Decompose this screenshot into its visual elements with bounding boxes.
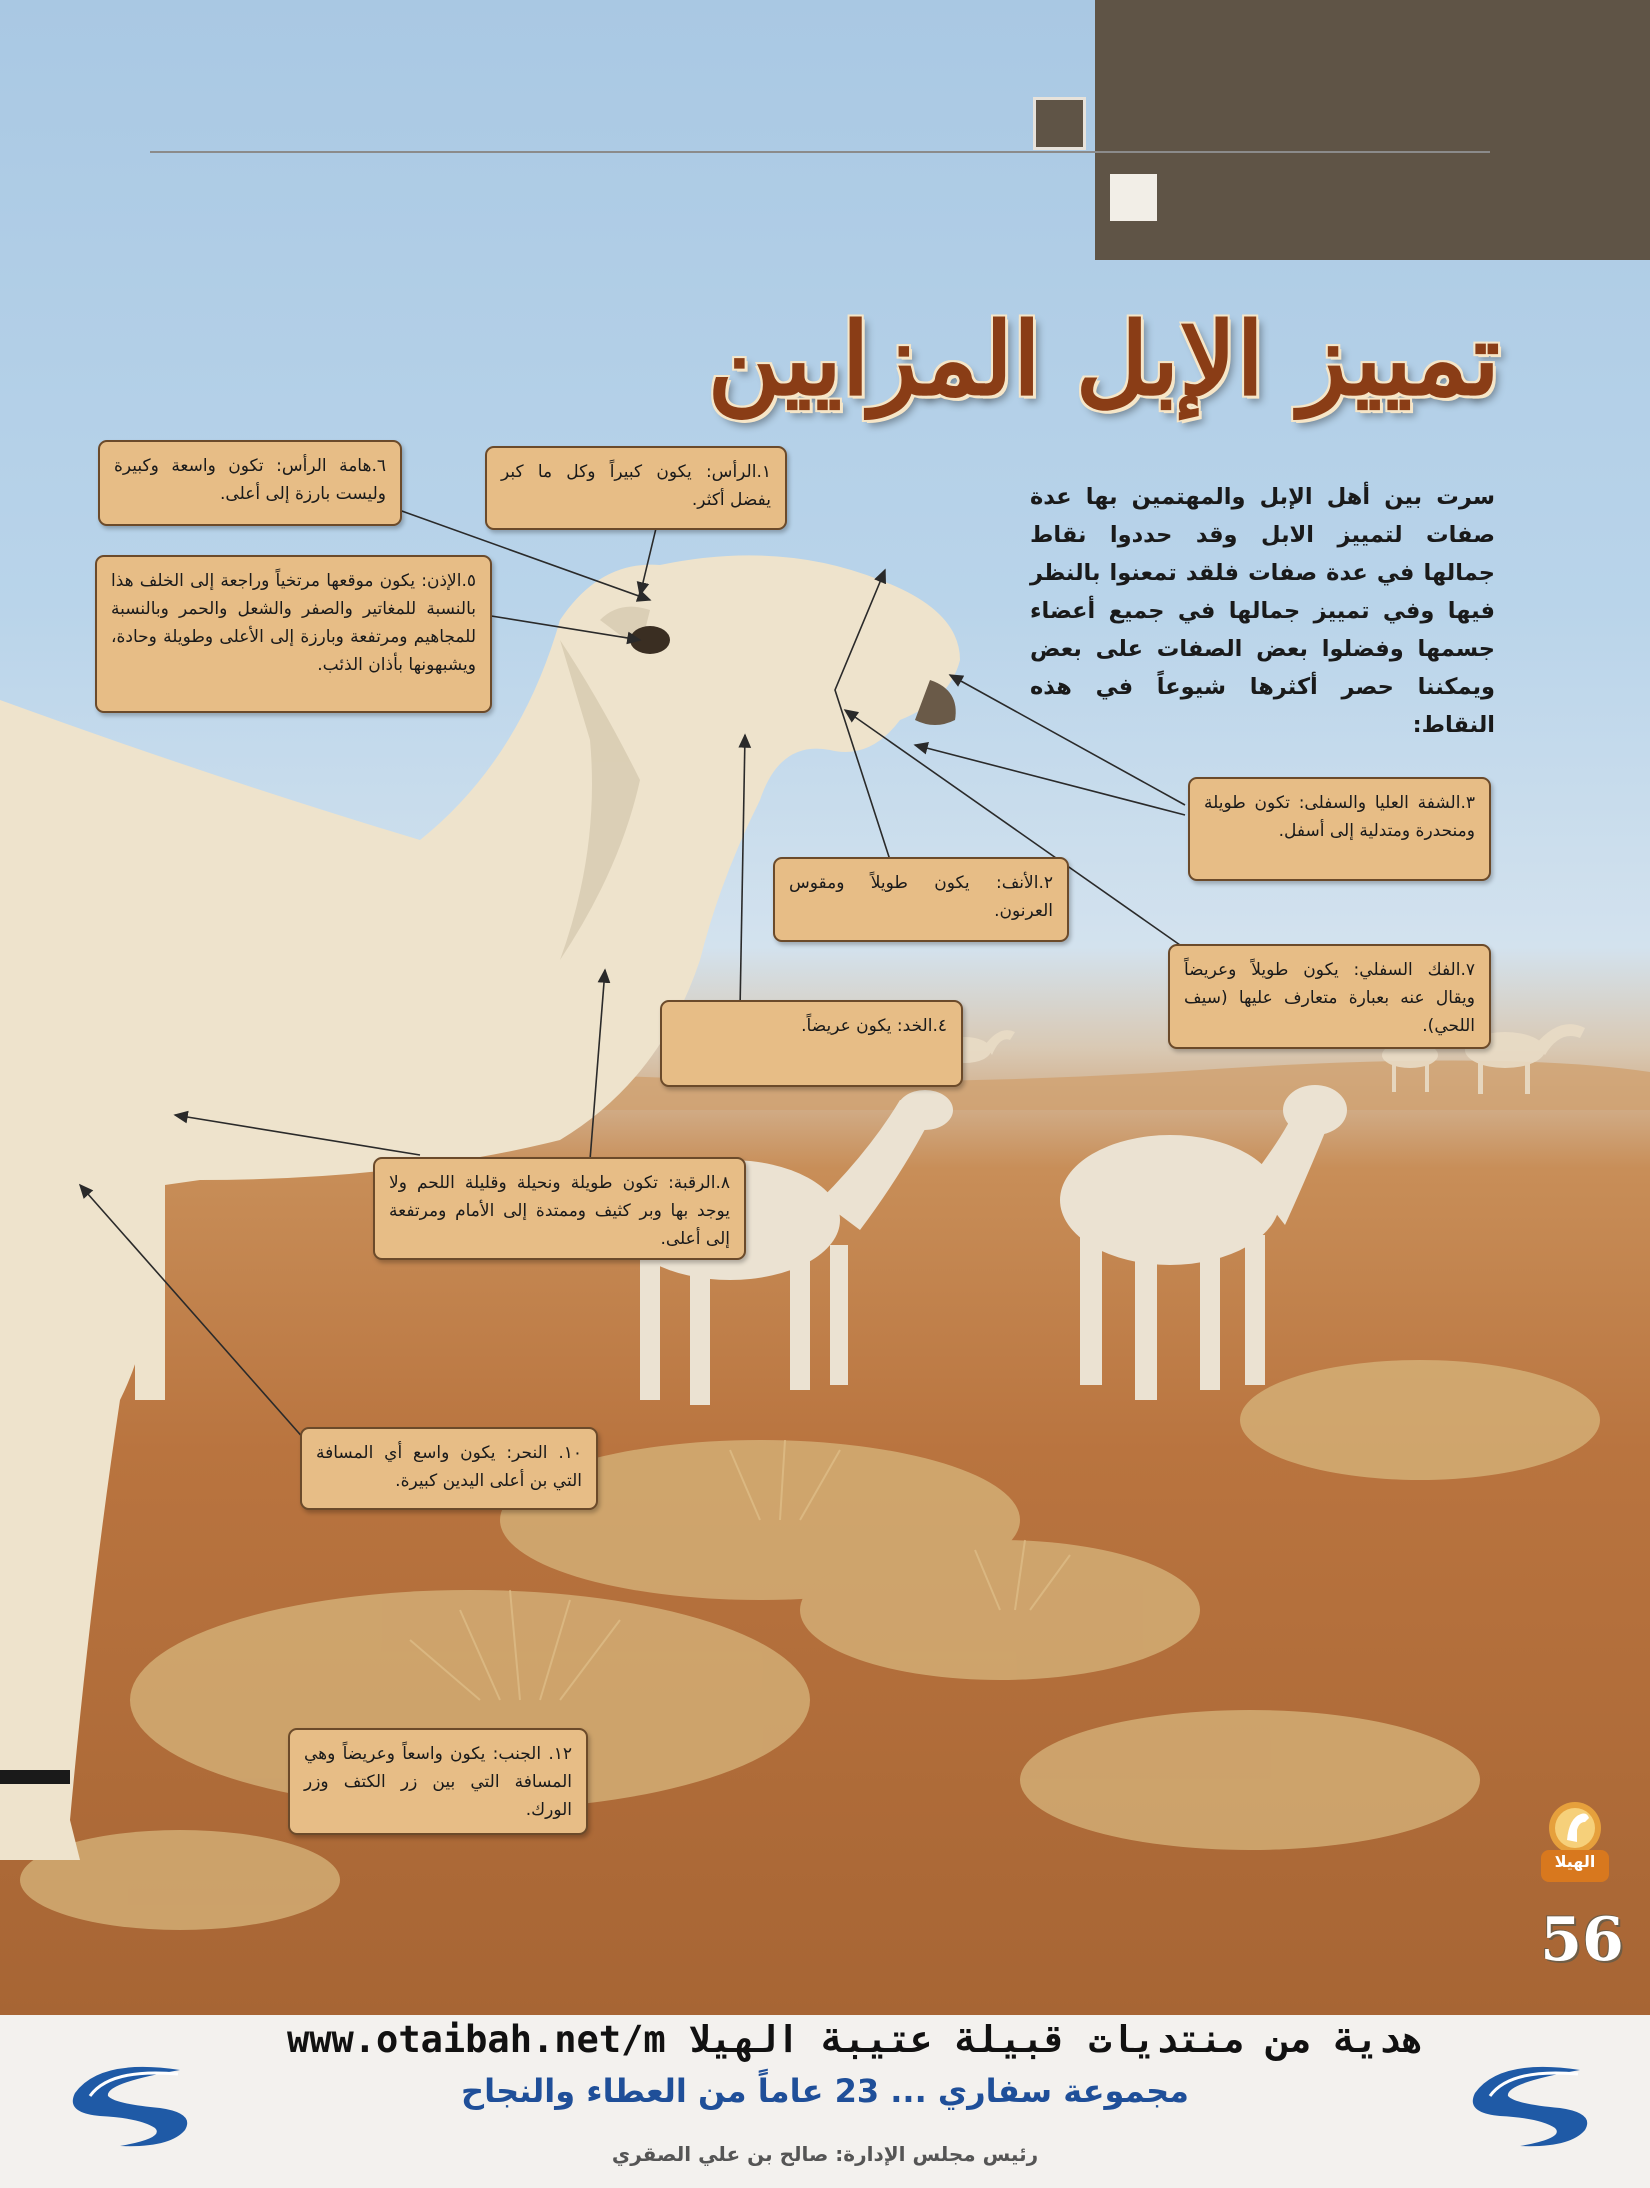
pointer-cheek [740, 735, 745, 1010]
callout-lower-jaw: ٧.الفك السفلي: يكون طويلاً وعريضاً ويقال عنه بعبارة متعارف عليها (سيف اللحي). [1168, 944, 1491, 1049]
callout-cheek: ٤.الخد: يكون عريضاً. [660, 1000, 963, 1087]
pointer-nose [835, 570, 890, 860]
footer-slogan: مجموعة سفاري ... 23 عاماً من العطاء والنجاح [461, 2072, 1189, 2110]
callout-head: ١.الرأس: يكون كبيراً وكل ما كبر يفضل أكثر. [485, 446, 787, 530]
callout-chest: ١٠. النحر: يكون واسع أي المسافة التي بن أعلى اليدين كبيرة. [300, 1427, 598, 1510]
pointer-ear [485, 615, 640, 640]
pointer-neck-base [175, 1115, 420, 1155]
camel-head-icon [1535, 1800, 1615, 1888]
page-number: 56 [1540, 1905, 1624, 1975]
pointer-neck [590, 970, 605, 1160]
callout-neck: ٨.الرقبة: تكون طويلة ونحيلة وقليلة اللحم ولا يوجد بها وبر كثيف وممتدة إلى الأمام ومرتفعة إلى أعلى. [373, 1157, 746, 1260]
callout-flank: ١٢. الجنب: يكون واسعاً وعريضاً وهي المسافة التي بين زر الكتف وزر الورك. [288, 1728, 588, 1835]
magazine-logo [1535, 1800, 1615, 1888]
pointer-lips-upper [950, 675, 1185, 805]
footer-url: www.otaibah.net/m هدية من منتديات قبيلة عتيبة الهيلا [286, 2018, 1424, 2061]
logo-label: الهيلا [1554, 1852, 1596, 1871]
article-title: تمييز الإبل المزايين [707, 300, 1500, 418]
pointer-chest [80, 1185, 305, 1440]
callout-head-crown: ٦.هامة الرأس: تكون واسعة وكبيرة وليست بارزة إلى أعلى. [98, 440, 402, 526]
callout-ear: ٥.الإذن: يكون موقعها مرتخياً وراجعة إلى الخلف هذا بالنسبة للمغاتير والصفر والشعل والحمر وبالنسبة للمجاهيم ومرتفعة وبارزة إلى الأعلى وطويلة وحادة، ويشبهونها بأذان الذئب. [95, 555, 492, 713]
callout-nose: ٢.الأنف: يكون طويلاً ومقوس العرنون. [773, 857, 1069, 942]
pointer-head [640, 520, 658, 595]
pointer-lips-lower [915, 745, 1185, 815]
footer-chairman: رئيس مجلس الإدارة: صالح بن علي الصقري [611, 2142, 1039, 2166]
callout-lips: ٣.الشفة العليا والسفلى: تكون طويلة ومنحدرة ومتدلية إلى أسفل. [1188, 777, 1491, 881]
intro-paragraph: سرت بين أهل الإبل والمهتمين بها عدة صفات لتمييز الابل وقد حددوا نقاط جمالها في عدة صفات فلقد تمعنوا بالنظر فيها وفي تمييز جمالها في جميع أعضاء جسمها وفضلوا بعض الصفات على بعض ويمكننا حصر أكثرها شيوعاً في هذه النقاط: [1030, 484, 1495, 738]
